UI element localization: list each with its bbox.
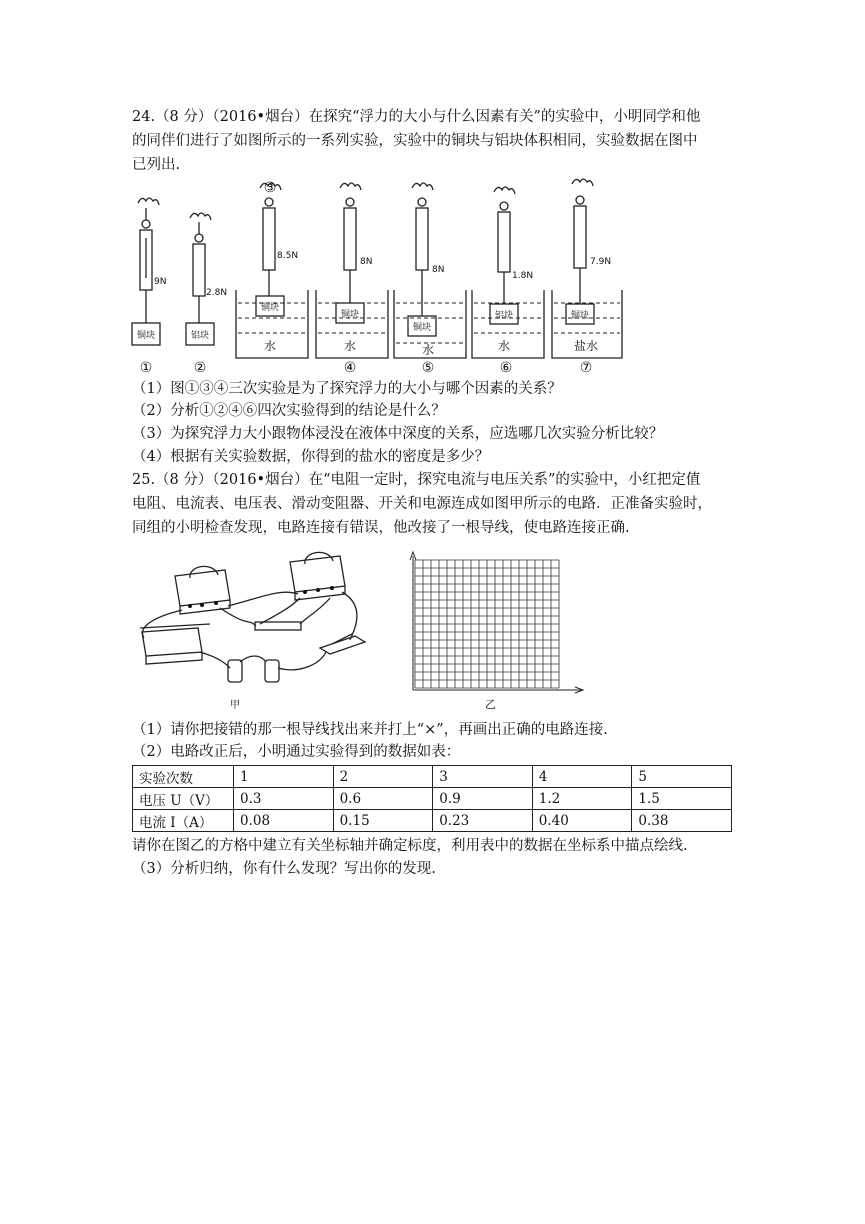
liquid-label-4: 水: [343, 339, 357, 353]
reading-4: 8N: [360, 257, 373, 267]
q25-question-2: （2）电路改正后，小明通过实验得到的数据如表：: [132, 744, 461, 760]
buoyancy-experiment-figure: [128, 178, 628, 378]
q24-question-1: （1）图①③④三次实验是为了探究浮力的大小与哪个因素的关系？: [132, 381, 562, 397]
table-row: [133, 766, 732, 788]
setup-6: [472, 187, 544, 358]
setup-num-3: ③: [263, 180, 277, 196]
circuit-figure: [130, 548, 410, 713]
block-label-2: 铝块: [190, 331, 210, 341]
table-cell: 3: [433, 766, 533, 788]
block-label-7: 铜块: [570, 311, 590, 321]
setup-num-6: ⑥: [499, 360, 513, 376]
table-cell: 0.08: [234, 810, 334, 832]
q24-question-4: （4）根据有关实验数据，你得到的盐水的密度是多少？: [132, 449, 490, 465]
grid-figure: [405, 548, 590, 714]
table-cell: 0.40: [532, 810, 632, 832]
table-cell: 电流 I（A）: [133, 810, 234, 832]
setup-num-2: ②: [193, 360, 207, 376]
q24-line-1: 24.（8 分）（2016•烟台）在探究“浮力的大小与什么因素有关”的实验中，小明同学和他: [132, 109, 701, 125]
q24-question-3: （3）为探究浮力大小跟物体浸没在液体中深度的关系，应选哪几次实验分析比较？: [132, 426, 664, 442]
q25-question-3: （3）分析归纳，你有什么发现？写出你的发现.: [132, 861, 436, 877]
q25-question-1: （1）请你把接错的那一根导线找出来并打上“×”，再画出正确的电路连接.: [132, 722, 608, 738]
block-label-1: 铜块: [136, 331, 156, 341]
figure-label-jia: 甲: [230, 700, 240, 711]
liquid-label-6: 水: [497, 339, 511, 353]
reading-5: 8N: [432, 265, 445, 275]
reading-1: 9N: [154, 277, 167, 287]
q24-line-3: 已列出.: [132, 157, 181, 173]
table-cell: 0.9: [433, 788, 533, 810]
reading-7: 7.9N: [590, 257, 612, 267]
block-label-6: 铝块: [494, 311, 514, 321]
table-cell: 电压 U（V）: [133, 788, 234, 810]
block-label-4: 铜块: [340, 310, 360, 320]
q25-line-1: 25.（8 分）（2016•烟台）在“电阻一定时，探究电流与电压关系”的实验中，小红把定值: [132, 472, 701, 488]
block-label-5: 铜块: [412, 323, 432, 333]
table-cell: 1.2: [532, 788, 632, 810]
q25-after-table-1: 请你在图乙的方格中建立有关坐标轴并确定标度，利用表中的数据在坐标系中描点绘线.: [132, 838, 688, 854]
table-cell: 0.6: [333, 788, 433, 810]
setup-num-1: ①: [139, 360, 153, 376]
setup-1: [132, 198, 160, 345]
q24-line-2: 的同伴们进行了如图所示的一系列实验，实验中的铜块与铝块体积相同，实验数据在图中: [132, 133, 698, 149]
table-cell: 1: [234, 766, 334, 788]
liquid-label-5: 水: [421, 343, 435, 357]
reading-6: 1.8N: [512, 271, 534, 281]
setup-num-4: ④: [343, 360, 357, 376]
setup-num-5: ⑤: [421, 360, 435, 376]
table-cell: 4: [532, 766, 632, 788]
setup-3: [236, 183, 308, 358]
table-cell: 0.23: [433, 810, 533, 832]
reading-2: 2.8N: [206, 288, 228, 298]
table-cell: 0.3: [234, 788, 334, 810]
setup-7: [552, 179, 622, 358]
table-cell: 0.15: [333, 810, 433, 832]
q25-line-2: 电阻、电流表、电压表、滑动变阻器、开关和电源连成如图甲所示的电路．正准备实验时，: [132, 496, 712, 512]
block-label-3: 铜块: [260, 303, 280, 313]
setup-2: [186, 213, 214, 345]
table-cell: 2: [333, 766, 433, 788]
table-row: [133, 788, 732, 810]
liquid-label-3: 水: [263, 339, 277, 353]
figure-label-yi: 乙: [485, 698, 496, 711]
setup-4: [316, 183, 388, 358]
q24-question-2: （2）分析①②④⑥四次实验得到的结论是什么？: [132, 403, 446, 419]
table-row: [133, 810, 732, 832]
table-cell: 5: [632, 766, 732, 788]
q25-line-3: 同组的小明检查发现，电路连接有错误，他改接了一根导线，使电路连接正确.: [132, 520, 630, 536]
reading-3: 8.5N: [277, 251, 299, 261]
setup-num-7: ⑦: [579, 360, 593, 376]
data-table: [132, 765, 732, 832]
table-cell: 0.38: [632, 810, 732, 832]
table-cell: 实验次数: [133, 766, 234, 788]
liquid-label-7: 盐水: [573, 339, 599, 353]
table-cell: 1.5: [632, 788, 732, 810]
